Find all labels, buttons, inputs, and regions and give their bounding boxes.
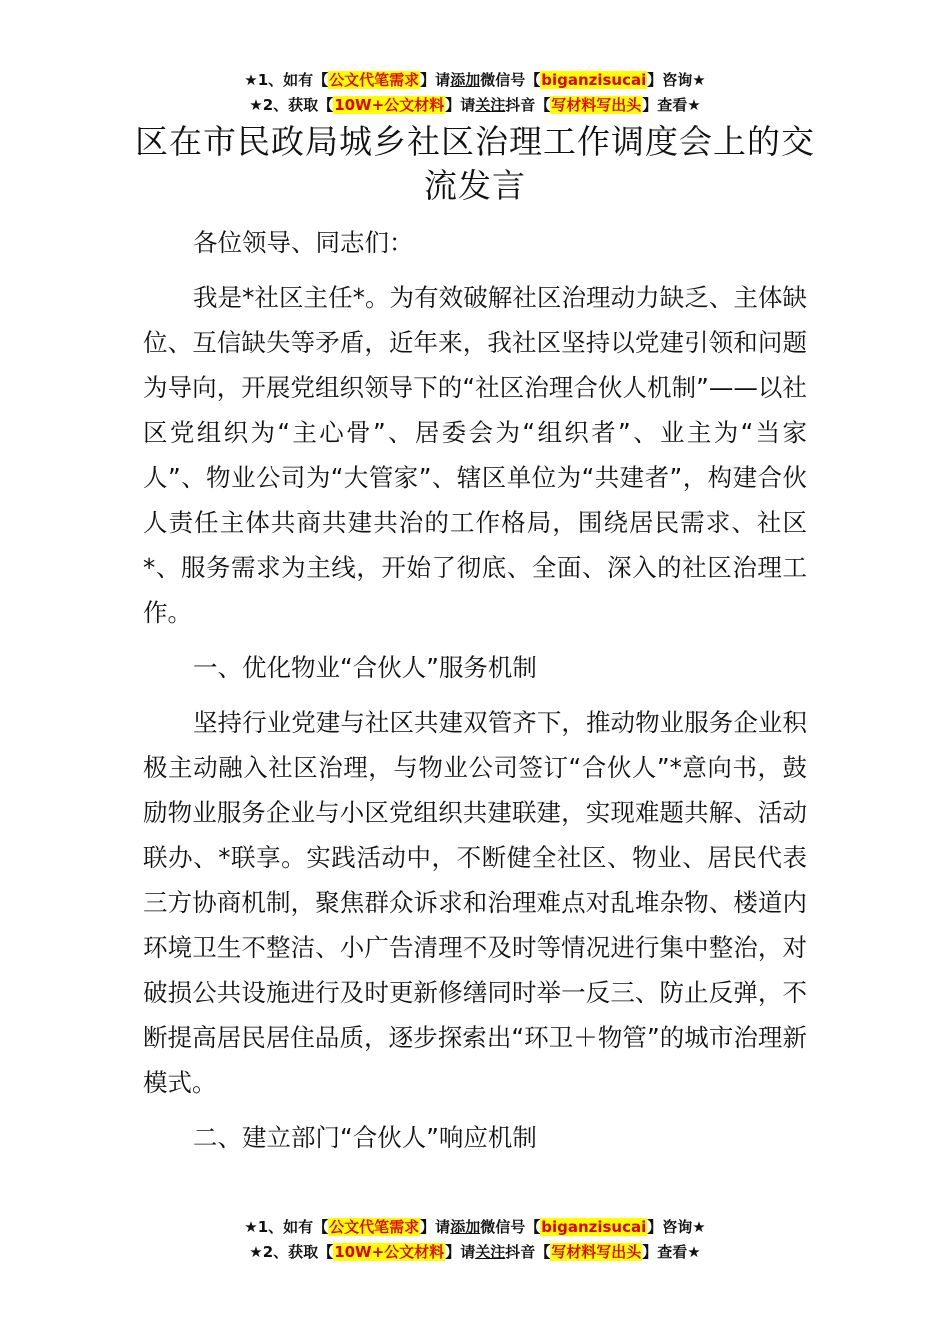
banner-text: 微信号【 <box>480 1218 541 1236</box>
banner-text: 】请 <box>445 1243 476 1261</box>
banner-highlight: 写材料写出头 <box>551 1243 642 1261</box>
paragraph-intro: 我是*社区主任*。为有效破解社区治理动力缺乏、主体缺位、互信缺失等矛盾，近年来，我社区坚持以党建引领和问题为导向，开展党组织领导下的“社区治理合伙人机制”——以社区党组织为“主心骨”、居委会为“组织者”、业主为“当家人”、物业公司为“大管家”、辖区单位为“共建者”，构建合伙人责任主体共商共建共治的工作格局，围绕居民需求、社区*、服务需求为主线，开始了彻底、全面、深入的社区治理工作。 <box>143 283 807 627</box>
banner-line-2 <box>0 1240 950 1265</box>
banner-highlight: 10W+公文材料 <box>334 1243 445 1261</box>
banner-line-1 <box>0 1215 950 1240</box>
paragraph-section-1: 坚持行业党建与社区共建双管齐下，推动物业服务企业积极主动融入社区治理，与物业公司签订“合伙人”*意向书，鼓励物业服务企业与小区党组织共建联建，实现难题共解、活动联办、*联享。实践活动中，不断健全社区、物业、居民代表三方协商机制，聚焦群众诉求和治理难点对乱堆杂物、楼道内环境卫生不整洁、小广告清理不及时等情况进行集中整治，对破损公共设施进行及时更新修缮同时举一反三、防止反弹，不断提高居民居住品质，逐步探索出“环卫＋物管”的城市治理新模式。 <box>143 708 807 1097</box>
banner-text: 】请 <box>445 96 476 114</box>
banner-text: 】查看★ <box>642 96 701 114</box>
banner-text: ★2、获取【 <box>249 96 334 114</box>
banner-underline: 关注 <box>475 96 506 114</box>
banner-text: 抖音【 <box>505 96 551 114</box>
banner-text: 】咨询★ <box>647 71 706 89</box>
banner-highlight: 10W+公文材料 <box>334 96 445 114</box>
banner-line-2 <box>0 93 950 118</box>
banner-text: 抖音【 <box>505 1243 551 1261</box>
banner-underline: 添加 <box>450 1218 481 1236</box>
banner-line-1 <box>0 68 950 93</box>
salutation: 各位领导、同志们： <box>193 228 414 257</box>
banner-text: 微信号【 <box>480 71 541 89</box>
banner-text: ★1、如有【 <box>244 71 329 89</box>
banner-underline: 关注 <box>475 1243 506 1261</box>
section-heading-2: 二、建立部门“合伙人”响应机制 <box>193 1123 537 1152</box>
header-banner <box>0 68 950 118</box>
footer-banner <box>0 1215 950 1265</box>
banner-text: 】咨询★ <box>647 1218 706 1236</box>
banner-highlight: biganzisucai <box>541 1218 647 1236</box>
section-heading-1: 一、优化物业“合伙人”服务机制 <box>193 653 537 682</box>
banner-highlight: biganzisucai <box>541 71 647 89</box>
banner-text: 】查看★ <box>642 1243 701 1261</box>
document-title: 区在市民政局城乡社区治理工作调度会上的交流发言 <box>135 122 815 205</box>
banner-text: 】请 <box>420 71 451 89</box>
banner-highlight: 公文代笔需求 <box>329 1218 420 1236</box>
banner-text: ★1、如有【 <box>244 1218 329 1236</box>
banner-highlight: 写材料写出头 <box>551 96 642 114</box>
banner-highlight: 公文代笔需求 <box>329 71 420 89</box>
document-body <box>143 220 807 1170</box>
banner-text: 】请 <box>420 1218 451 1236</box>
banner-text: ★2、获取【 <box>249 1243 334 1261</box>
banner-underline: 添加 <box>450 71 481 89</box>
